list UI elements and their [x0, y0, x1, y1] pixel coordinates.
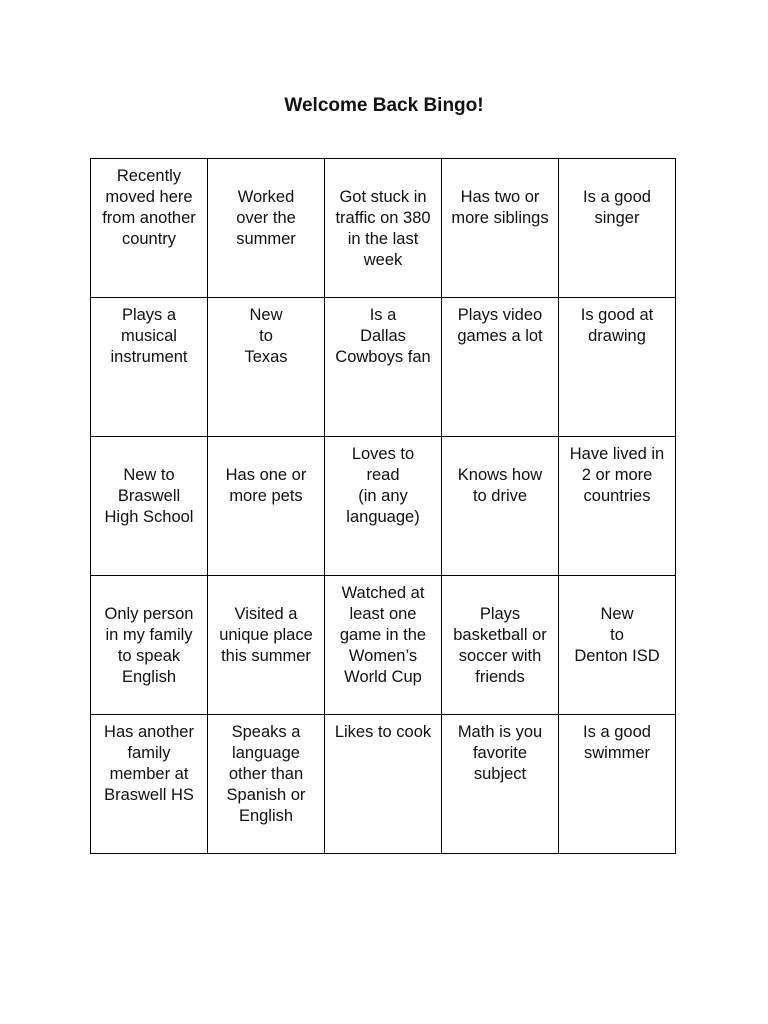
bingo-square: Recently moved here from another country	[91, 159, 208, 298]
bingo-square: Is a good swimmer	[559, 715, 676, 854]
bingo-square: Has two or more siblings	[442, 159, 559, 298]
bingo-square: Has one or more pets	[208, 437, 325, 576]
bingo-square: Plays basketball or soccer with friends	[442, 576, 559, 715]
bingo-square: Loves to read (in any language)	[325, 437, 442, 576]
bingo-square: New to Braswell High School	[91, 437, 208, 576]
page-title: Welcome Back Bingo!	[284, 95, 484, 116]
bingo-square: Is a Dallas Cowboys fan	[325, 298, 442, 437]
bingo-square: Watched at least one game in the Women’s World Cup	[325, 576, 442, 715]
bingo-square: Knows how to drive	[442, 437, 559, 576]
bingo-square: Got stuck in traffic on 380 in the last week	[325, 159, 442, 298]
bingo-grid	[90, 158, 676, 854]
bingo-square: Speaks a language other than Spanish or English	[208, 715, 325, 854]
bingo-square: Worked over the summer	[208, 159, 325, 298]
bingo-square: Plays video games a lot	[442, 298, 559, 437]
bingo-row	[91, 159, 676, 298]
bingo-square: Visited a unique place this summer	[208, 576, 325, 715]
bingo-square: Is good at drawing	[559, 298, 676, 437]
bingo-square: Has another family member at Braswell HS	[91, 715, 208, 854]
bingo-row	[91, 715, 676, 854]
bingo-square: Plays a musical instrument	[91, 298, 208, 437]
bingo-square: Likes to cook	[325, 715, 442, 854]
bingo-row	[91, 298, 676, 437]
bingo-square: Is a good singer	[559, 159, 676, 298]
bingo-square: New to Texas	[208, 298, 325, 437]
bingo-row	[91, 576, 676, 715]
bingo-square: Math is you favorite subject	[442, 715, 559, 854]
bingo-row	[91, 437, 676, 576]
bingo-square: Have lived in 2 or more countries	[559, 437, 676, 576]
bingo-square: Only person in my family to speak English	[91, 576, 208, 715]
bingo-square: New to Denton ISD	[559, 576, 676, 715]
